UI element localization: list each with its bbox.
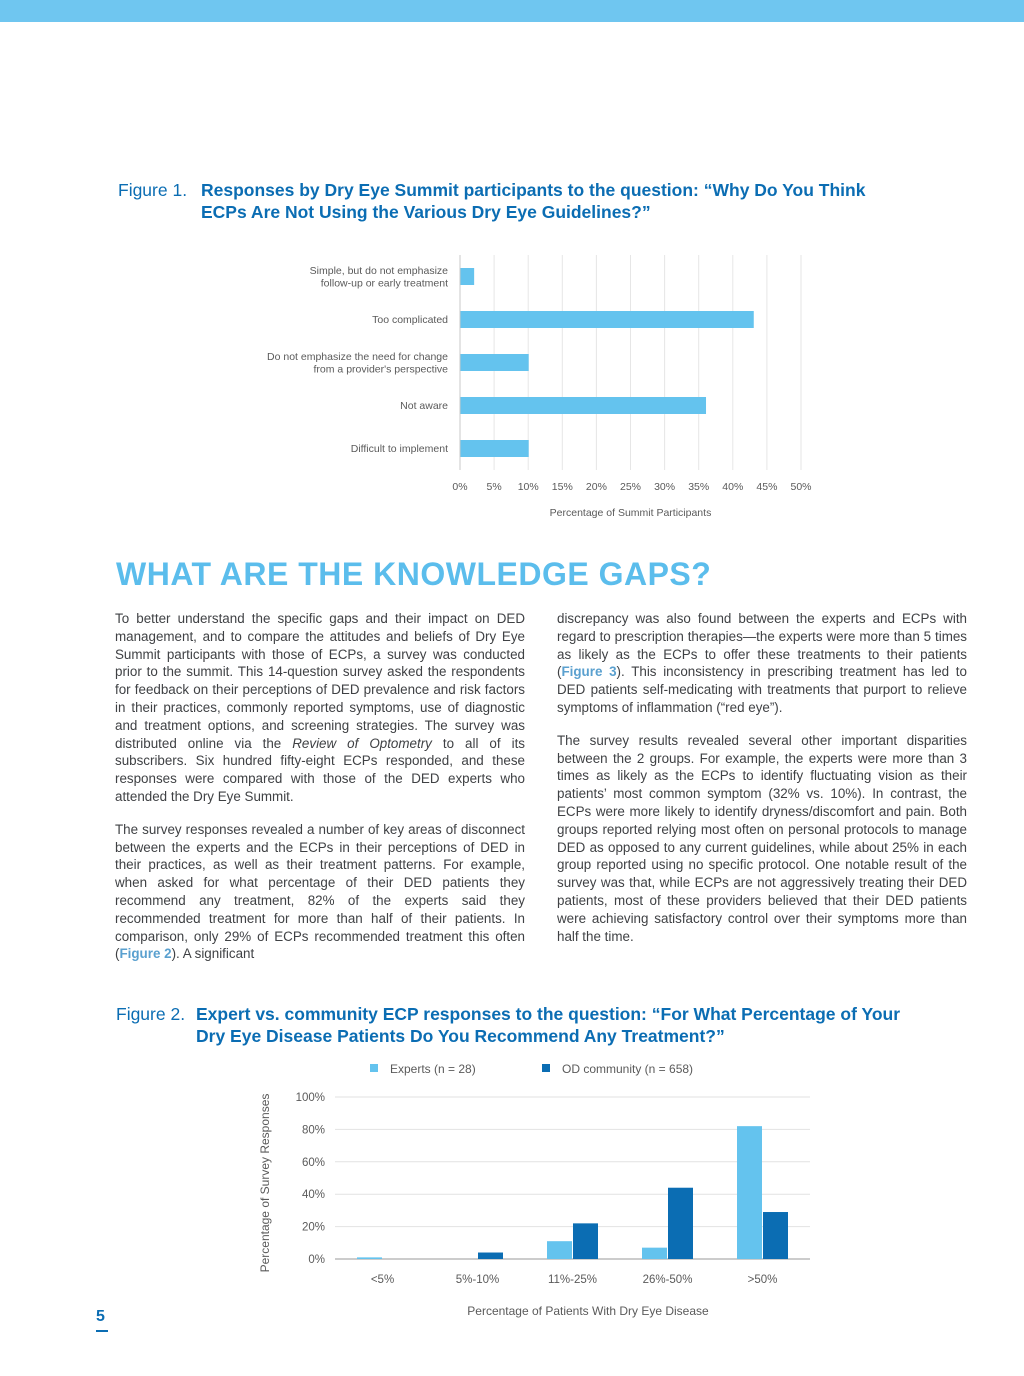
- x-axis-title: Percentage of Summit Participants: [549, 507, 712, 519]
- x-tick-label: 25%: [619, 481, 642, 493]
- y-tick-label: 20%: [301, 1221, 325, 1234]
- right-column: [557, 610, 967, 960]
- x-tick-label: 26%-50%: [642, 1274, 693, 1286]
- x-tick-label: 5%: [486, 481, 502, 493]
- y-tick-label: 80%: [301, 1124, 325, 1137]
- figure-1-title: Responses by Dry Eye Summit participants to the question: “Why Do You Think ECPs Are Not Using the Various Dry Eye Guidelines?”: [201, 180, 866, 222]
- figure-2-label: Figure 2.: [116, 1004, 186, 1024]
- bar: [461, 311, 754, 328]
- figure-2-chart: [250, 1055, 820, 1325]
- left-p1-text-b: to all of its subscribers. Six hundred fifty-eight ECPs responded, and these responses were compared with those of the DED experts who attended the Dry Eye Summit.: [115, 735, 525, 804]
- y-tick-label: 60%: [301, 1156, 325, 1169]
- right-paragraph-2: The survey results revealed several other important disparities between the 2 groups. For example, the experts were more than 3 times as likely as the ECPs to identify fluctuating vision as their patients’ most common symptom (32% vs. 10%). In contrast, the ECPs were more likely to identify dryness/discomfort and pain. Both groups reported relying most often on personal protocols to manage DED as opposed to any current guidelines, while about 25% in each group reported using no specific protocol. One notable result of the survey was that, while ECPs are not aggressively treating their DED patients, most of these providers believed that their DED patients were achieving satisfactory control over their symptoms more than half the time.: [557, 732, 967, 944]
- bar: [461, 440, 529, 457]
- right-p1-text-b: ). This inconsistency in prescribing treatment has led to DED patients self-medicating with treatments that purport to relieve symptoms of inflammation (“red eye”).: [557, 664, 967, 715]
- page-number-rule: [96, 1330, 108, 1332]
- left-column: [115, 610, 525, 978]
- bar: [461, 268, 475, 285]
- category-label: Difficult to implement: [350, 443, 448, 455]
- bar: [642, 1248, 667, 1259]
- x-tick-label: 35%: [688, 481, 710, 493]
- x-tick-label: 11%-25%: [547, 1274, 598, 1286]
- left-p1-text-a: To better understand the specific gaps and their impact on DED management, and to compare the attitudes and beliefs of Dry Eye Summit participants with those of ECPs, a survey was conducted prior to the summit. This 14-question survey asked the respondents for feedback on their perceptions of DED prevalence and risk factors in their practices, commonly reported symptoms, use of diagnostic and treatment options, and screening strategies. The survey was distributed online via the: [115, 611, 525, 751]
- x-tick-label: 50%: [790, 481, 812, 493]
- x-axis-title: Percentage of Patients With Dry Eye Disease: [467, 1304, 709, 1318]
- x-tick-label: 0%: [452, 481, 468, 493]
- x-tick-label: 10%: [517, 481, 539, 493]
- legend-swatch: [542, 1064, 550, 1072]
- legend-label: Experts (n = 28): [390, 1062, 476, 1076]
- y-tick-label: 40%: [301, 1189, 325, 1202]
- y-tick-label: 0%: [308, 1254, 325, 1266]
- x-tick-label: >50%: [747, 1274, 778, 1286]
- legend-swatch: [370, 1064, 378, 1072]
- x-tick-label: 15%: [551, 481, 573, 493]
- left-p2-text-a: The survey responses revealed a number of key areas of disconnect between the experts and the ECPs in their perceptions of DED in their practices, as well as their treatment patterns. For example, when asked for what percentage of their DED patients they recommend any treatment, 82% of the experts said they recommended treatment for more than half of their patients. In comparison, only 29% of ECPs recommended treatment this often (: [115, 821, 525, 962]
- left-paragraph-1: [115, 610, 525, 806]
- figure-3-reference-link[interactable]: Figure 3: [561, 664, 617, 680]
- journal-name: Review of Optometry: [292, 735, 432, 751]
- category-label: from a provider's perspective: [313, 363, 448, 376]
- bar: [357, 1257, 382, 1259]
- x-tick-label: 45%: [756, 481, 778, 493]
- figure-1-label: Figure 1.: [118, 180, 188, 200]
- left-p2-text-b: ). A significant: [171, 946, 255, 962]
- bar: [547, 1241, 572, 1259]
- figure-2-reference-link[interactable]: Figure 2: [119, 946, 172, 962]
- category-label: Not aware: [400, 400, 448, 412]
- right-paragraph-1: [557, 610, 967, 717]
- x-tick-label: 20%: [585, 481, 607, 493]
- y-axis-title: Percentage of Survey Responses: [258, 1093, 272, 1273]
- category-label: Simple, but do not emphasize: [309, 264, 448, 277]
- bar: [461, 397, 707, 414]
- bar: [763, 1212, 788, 1259]
- bar: [478, 1253, 503, 1259]
- x-tick-label: 5%-10%: [455, 1274, 500, 1286]
- section-heading: WHAT ARE THE KNOWLEDGE GAPS?: [116, 556, 712, 592]
- figure-2-title: Expert vs. community ECP responses to the question: “For What Percentage of Your Dry Eye Disease Patients Do You Recommend Any Treatment?”: [196, 1004, 901, 1046]
- right-p1-text-a: discrepancy was also found between the experts and ECPs with regard to prescription therapies—the experts were more than 5 times as likely as the ECPs to offer these treatments to their patients (: [557, 611, 967, 680]
- figure-1-caption: [118, 180, 898, 223]
- x-tick-label: 40%: [722, 481, 744, 493]
- bar: [737, 1126, 762, 1259]
- bar: [461, 354, 529, 371]
- figure-2-caption: [116, 1004, 916, 1047]
- bar: [573, 1223, 598, 1259]
- category-label: follow-up or early treatment: [320, 277, 448, 290]
- bar: [668, 1188, 693, 1259]
- category-label: Do not emphasize the need for change: [267, 350, 448, 363]
- x-tick-label: 30%: [654, 481, 676, 493]
- left-paragraph-2: [115, 821, 525, 963]
- x-tick-label: <5%: [370, 1274, 395, 1286]
- page-number: 5: [96, 1308, 105, 1325]
- top-color-bar: [0, 0, 1024, 22]
- legend-label: OD community (n = 658): [562, 1062, 694, 1076]
- y-tick-label: 100%: [295, 1092, 325, 1104]
- figure-1-chart: [200, 250, 840, 535]
- category-label: Too complicated: [372, 314, 448, 326]
